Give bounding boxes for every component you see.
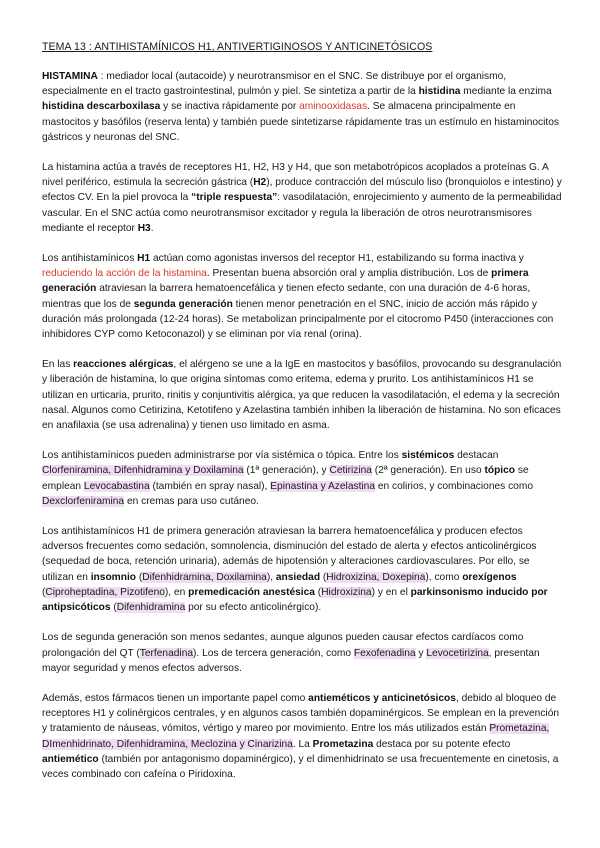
text-run: mediante la enzima: [460, 86, 552, 98]
text-run: (también por antagonismo dopaminérgico), y el dimenhidrinato se usa frecuentemente en cinetosis, a veces combinado con cafeína o Piridoxina.: [42, 753, 559, 780]
text-run: Los antihistamínicos: [42, 253, 138, 265]
text-run: , el alérgeno se une a la IgE en mastocitos y basófilos, provocando su desgranulación y liberación de histamina, lo que origina síntomas como eritema, edema y prurito. Los antihistamínicos H1 se utilizan en urticaria, prurito, rinitis y conjuntivitis alérgica, ya que reducen la vasodilatación, el edema y la secreción nasal. Algunos como Cetirizina, Ketotifeno y Azelastina también inhiben la liberación de histamina. No son eficaces en anafilaxia (se usa adrenalina) y tienen uso limitado en asma.: [42, 359, 562, 432]
red-term: aminooxidasas: [299, 101, 368, 113]
bold-term: sistémicos: [401, 450, 455, 462]
text-run: en cremas para uso cutáneo.: [124, 495, 259, 507]
text-run: Los antihistamínicos pueden administrarse por vía sistémica o tópica. Entre los: [42, 450, 402, 462]
highlighted-drug: Ciproheptadina, Pizotifeno: [45, 586, 165, 598]
text-run: destacan: [454, 450, 499, 462]
highlighted-drug: Hidroxizina: [321, 586, 372, 598]
text-run: (1ª generación), y: [243, 465, 330, 477]
text-run: en colirios, y combinaciones como: [375, 480, 533, 492]
text-run: por su efecto anticolinérgico).: [185, 602, 322, 614]
bold-term: parkinsonismo inducido por antipsicóticos: [42, 586, 548, 614]
bold-term: H2: [253, 177, 267, 189]
text-run: destaca por su potente efecto: [373, 738, 511, 750]
page-title: TEMA 13 : ANTIHISTAMÍNICOS H1, ANTIVERTIGINOSOS Y ANTICINETÓSICOS: [42, 41, 433, 53]
bold-term: H3: [137, 222, 151, 234]
highlighted-drug: Levocetirizina: [426, 647, 489, 659]
highlighted-drug: Cetirizina: [329, 465, 372, 477]
highlighted-drug: Hidroxizina, Doxepina: [326, 571, 426, 583]
highlighted-drug: Difenhidramina, Doxilamina: [142, 571, 267, 583]
text-run: (: [320, 571, 327, 583]
bold-term: Prometazina: [312, 738, 374, 750]
document-body: [42, 69, 564, 782]
text-run: En las: [42, 359, 74, 371]
text-run: (: [314, 586, 322, 598]
bold-term: H1: [137, 253, 151, 265]
text-run: ), como: [425, 571, 463, 583]
text-run: .: [150, 222, 154, 234]
paragraph-2: [42, 160, 564, 236]
document-page: [42, 40, 564, 797]
bold-term: segunda generación: [133, 298, 233, 310]
text-run: : mediador local (autacoide) y neurotransmisor en el SNC. Se distribuye por el organismo, especialmente en el tracto gastrointestinal, pulmón y piel. Se sintetiza a partir de la: [42, 71, 507, 98]
bold-term: premedicación anestésica: [188, 586, 315, 598]
paragraph-8: [42, 691, 564, 782]
text-run: ),: [266, 571, 276, 583]
text-run: . La: [292, 738, 313, 750]
text-run: La histamina actúa a través de receptores H1, H2, H3 y H4, que son metabotrópicos acoplados a proteínas G. A nivel periférico, estimula la secreción gástrica (: [42, 162, 549, 189]
bold-term: histidina descarboxilasa: [42, 101, 161, 113]
bold-term: antieméticos y anticinetósicos: [308, 692, 456, 704]
text-run: (: [136, 571, 143, 583]
text-run: . Se almacena principalmente en mastocitos y basófilos (reserva lenta) y también puede sintetizarse rápidamente tras un estímulo en histaminocitos gástricos y neuronas del SNC.: [42, 101, 559, 143]
text-run: ) y en el: [371, 586, 411, 598]
text-run: Además, estos fármacos tienen un importante papel como: [42, 692, 309, 704]
highlighted-drug: Fexofenadina: [353, 647, 416, 659]
bold-term: antiemético: [42, 753, 99, 765]
bold-term: reacciones alérgicas: [73, 359, 174, 371]
bold-term: tópico: [484, 465, 516, 477]
text-run: atraviesan la barrera hematoencefálica y tienen efecto sedante, con una duración de 4-6 horas, mientras que los de: [42, 283, 531, 310]
paragraph-4: [42, 357, 564, 433]
paragraph-7: [42, 630, 564, 676]
text-run: : vasodilatación, enrojecimiento y aumento de la permeabilidad vascular. En el SNC actúa como neurotransmisor excitador y regula la liberación de otros neurotransmisores mediante el receptor: [42, 192, 562, 234]
highlighted-drug: Dexclorfeniramina: [42, 495, 125, 507]
highlighted-drug: Epinastina y Azelastina: [270, 480, 376, 492]
bold-term: histidina: [418, 86, 461, 98]
text-run: . Presentan buena absorción oral y amplia distribución. Los de: [206, 268, 492, 280]
paragraph-1: [42, 69, 564, 145]
highlighted-drug: Difenhidramina: [116, 602, 186, 614]
text-run: (: [42, 586, 46, 598]
bold-term: insomnio: [90, 571, 136, 583]
text-run: actúan como agonistas inversos del receptor H1, estabilizando su forma inactiva y: [150, 253, 524, 265]
text-run: (2ª generación). En uso: [371, 465, 485, 477]
text-run: (también en spray nasal),: [149, 480, 271, 492]
highlighted-drug: Terfenadina: [139, 647, 194, 659]
text-run: ), en: [164, 586, 189, 598]
paragraph-5: [42, 448, 564, 509]
text-run: , presentan mayor seguridad y menos efectos adversos.: [42, 647, 540, 674]
highlighted-drug: Clorfeniramina, Difenhidramina y Doxilamina: [42, 465, 244, 477]
text-run: y se inactiva rápidamente por: [160, 101, 300, 113]
text-run: (: [110, 602, 117, 614]
paragraph-6: [42, 524, 564, 615]
text-run: , debido al bloqueo de receptores H1 y colinérgicos centrales, y en algunos casos también dopaminérgicos. Se emplean en la prevención y tratamiento de náuseas, vómitos, vértigo y mareo por movimiento. Entre los más utilizados están: [42, 692, 560, 735]
bold-term: primera generación: [42, 268, 529, 295]
highlighted-drug: Levocabastina: [83, 480, 150, 492]
bold-term: “triple respuesta”: [191, 192, 278, 204]
bold-term: ansiedad: [275, 571, 321, 583]
text-run: Los de segunda generación son menos sedantes, aunque algunos pueden causar efectos cardíacos como prolongación del QT (: [42, 632, 524, 659]
text-run: Los antihistamínicos H1 de primera generación atraviesan la barrera hematoencefálica y producen efectos adversos frecuentes como sedación, somnolencia, disminución del estado de alerta y efectos anticolinérgicos (sequedad de boca, retención urinaria), además de hipotensión y alteraciones cardiovasculares. Por ello, se utilizan en: [42, 526, 537, 583]
red-term: reduciendo la acción de la histamina: [42, 268, 207, 280]
text-run: tienen menor penetración en el SNC, inicio de acción más rápido y duración más prolongada (12-24 horas). Se metabolizan principalmente por el citocromo P450 (interacciones con inhibidores CYP como Ketoconazol) y se eliminan por vía renal (orina).: [42, 298, 554, 341]
text-run: se emplean: [42, 465, 529, 492]
highlighted-drug: Prometazina, DImenhidrinato, Difenhidramina, Meclozina y Cinarizina: [42, 723, 550, 750]
bold-term: HISTAMINA: [42, 71, 98, 82]
text-run: ). Los de tercera generación, como: [193, 647, 354, 659]
text-run: y: [415, 647, 427, 659]
text-run: ), produce contracción del músculo liso (bronquiolos e intestino) y efectos CV. En la piel provoca la: [42, 177, 562, 204]
paragraph-3: [42, 251, 564, 342]
bold-term: orexígenos: [462, 571, 517, 583]
